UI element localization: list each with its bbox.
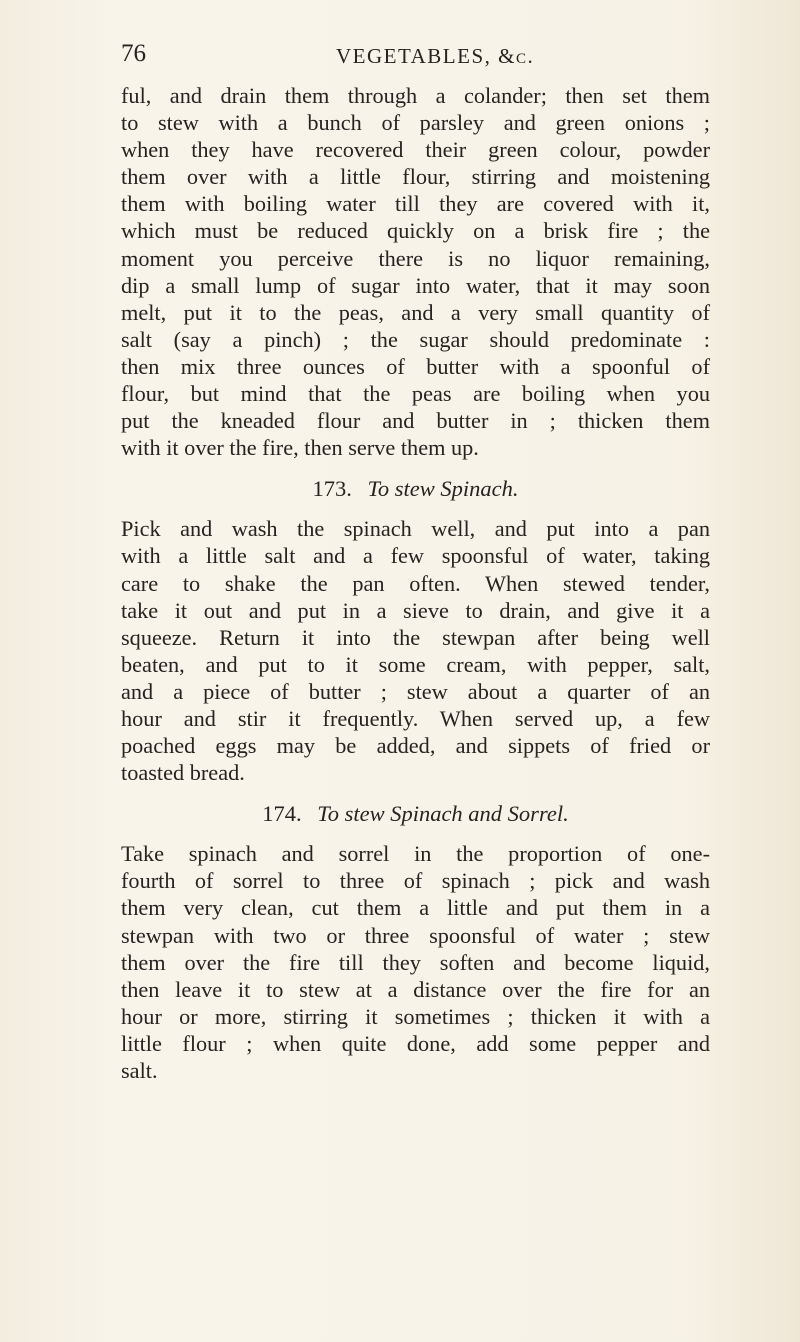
text-line: poached eggs may be added, and sippets of fried or xyxy=(121,733,710,759)
text-line: moment you perceive there is no liquor remaining, xyxy=(121,245,710,271)
text-line: hour or more, stirring it sometimes ; thicken it with a xyxy=(121,1003,710,1029)
recipe-heading-173 xyxy=(121,475,710,503)
text-line: put the kneaded flour and butter in ; thicken them xyxy=(121,408,710,434)
text-line: to stew with a bunch of parsley and green onions ; xyxy=(121,110,710,136)
page-number: 76 xyxy=(121,40,146,67)
recipe-number: 174. xyxy=(262,801,302,827)
text-line: which must be reduced quickly on a brisk fire ; the xyxy=(121,218,710,244)
text-line: them over with a little flour, stirring and moistening xyxy=(121,164,710,190)
recipe-number: 173. xyxy=(312,476,352,502)
recipe-title: To stew Spinach. xyxy=(367,476,519,502)
running-head xyxy=(121,40,701,74)
text-line: beaten, and put to it some cream, with pepper, salt, xyxy=(121,651,710,677)
text-line: with it over the fire, then serve them up. xyxy=(121,435,479,461)
recipe-heading-174 xyxy=(121,800,710,828)
text-line: then leave it to stew at a distance over the fire for an xyxy=(121,976,710,1002)
text-line: then mix three ounces of butter with a spoonful of xyxy=(121,353,710,379)
text-line: little flour ; when quite done, add some pepper and xyxy=(121,1030,710,1056)
text-line: flour, but mind that the peas are boiling when you xyxy=(121,381,710,407)
recipe-body-174 xyxy=(121,840,710,1084)
text-line: stewpan with two or three spoonsful of water ; stew xyxy=(121,922,710,948)
text-line: Pick and wash the spinach well, and put into a pan xyxy=(121,516,710,542)
recipe-title: To stew Spinach and Sorrel. xyxy=(317,801,569,827)
text-line: hour and stir it frequently. When served up, a few xyxy=(121,705,710,731)
text-line: with a little salt and a few spoonsful of water, taking xyxy=(121,543,710,569)
text-line: when they have recovered their green colour, powder xyxy=(121,137,710,163)
text-line: them very clean, cut them a little and put them in a xyxy=(121,895,710,921)
text-line: salt (say a pinch) ; the sugar should predominate : xyxy=(121,326,710,352)
text-line: take it out and put in a sieve to drain, and give it a xyxy=(121,597,710,623)
text-line: squeeze. Return it into the stewpan after being well xyxy=(121,624,710,650)
text-line: toasted bread. xyxy=(121,760,245,786)
continuation-paragraph xyxy=(121,82,710,461)
text-block xyxy=(121,82,710,1084)
recipe-body-173 xyxy=(121,515,710,786)
text-line: Take spinach and sorrel in the proportion of one- xyxy=(121,841,710,867)
text-line: them over the fire till they soften and become liquid, xyxy=(121,949,710,975)
text-line: care to shake the pan often. When stewed tender, xyxy=(121,570,710,596)
text-line: and a piece of butter ; stew about a quarter of an xyxy=(121,678,710,704)
text-line: dip a small lump of sugar into water, that it may soon xyxy=(121,272,710,298)
text-line: melt, put it to the peas, and a very small quantity of xyxy=(121,299,710,325)
text-line: fourth of sorrel to three of spinach ; pick and wash xyxy=(121,868,710,894)
running-title: VEGETABLES, &c. xyxy=(336,44,535,68)
text-line: them with boiling water till they are covered with it, xyxy=(121,191,710,217)
text-line: ful, and drain them through a colander; then set them xyxy=(121,83,710,108)
text-line: salt. xyxy=(121,1058,158,1083)
